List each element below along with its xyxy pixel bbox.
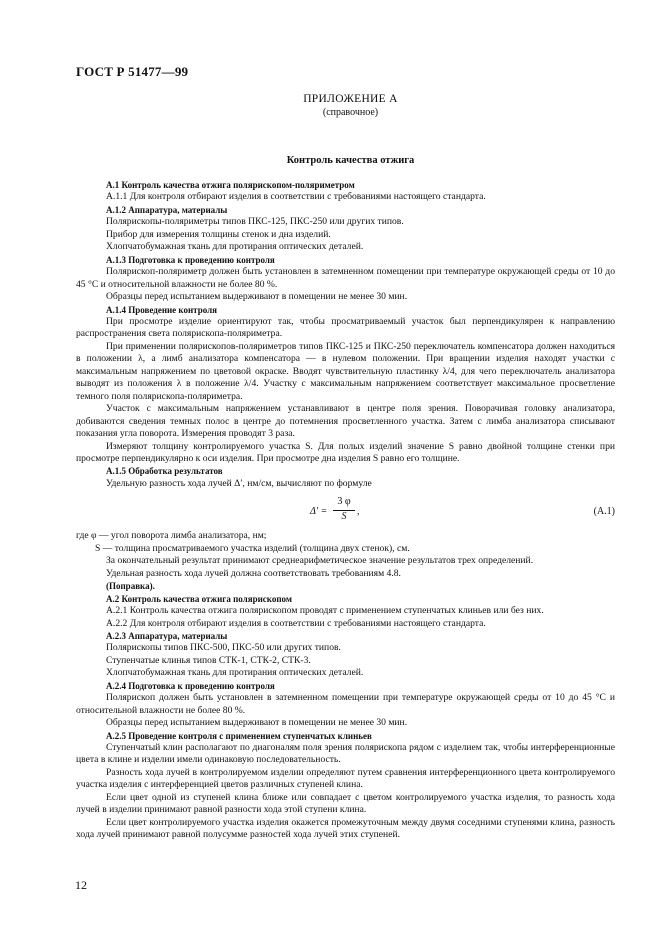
formula-fraction — [333, 496, 355, 523]
paragraph: Полярископ должен быть установлен в затемненном помещении при температуре окружающей среды от 10 до 45 °С и относительной влажности не более 80 %. — [76, 692, 615, 716]
paragraph: Удельная разность хода лучей должна соответствовать требованиям 4.8. — [106, 567, 401, 579]
formula-lhs: Δ′ = — [310, 506, 328, 518]
formula-a1 — [76, 494, 615, 530]
section-heading: А.2 Контроль качества отжига полярископом — [106, 593, 292, 604]
paragraph: Разность хода лучей в контролируемом изделии определяют путем сравнения интерференционного цвета контролируемого участка изделия с интерференцией цветов различных ступеней клина. — [76, 766, 615, 791]
section-heading: А.2.4 Подготовка к проведению контроля — [106, 680, 275, 691]
formula-number: (А.1) — [593, 506, 615, 518]
appendix-kind: (справочное) — [322, 107, 379, 118]
paragraph-block-1 — [76, 179, 615, 490]
paragraph: Полярископ-поляриметр должен быть установлен в затемненном помещении при температуре окружающей среды от 10 до 45 °С и относительной влажности не более 80 %. — [76, 266, 615, 290]
paragraph: А.2.2 Для контроля отбирают изделия в соответствии с требованиями настоящего стандарта. — [106, 617, 486, 629]
formula-denominator: S — [341, 510, 347, 522]
paragraph: Полярископы типов ПКС-500, ПКС-50 или других типов. — [106, 642, 341, 654]
paragraph: S — толщина просматриваемого участка изделий (толщина двух стенок), см. — [95, 542, 410, 554]
paragraph: Если цвет контролируемого участка изделия окажется промежуточным между двумя соседними ступенями клина, разность хода лучей принимают равной полусумме разностей хода лучей этих ступеней. — [76, 816, 615, 841]
paragraph: Хлопчатобумажная ткань для протирания оптических деталей. — [106, 667, 364, 679]
section-heading: А.2.5 Проведение контроля с применением ступенчатых клиньев — [106, 730, 372, 741]
paragraph: Участок с максимальным напряжением устанавливают в центре поля зрения. Поворачивая головку анализатора, добиваются сведения темных полос в центре до потемнения просветленного участка. Затем с лимба анализатора списывают показания угла поворота. Измерения проводят 3 раза. — [76, 403, 615, 440]
appendix-label: ПРИЛОЖЕНИЕ А — [303, 93, 398, 105]
paragraph: Если цвет одной из ступеней клина ближе или совпадает с цветом контролируемого участка изделия, то разность хода лучей в изделии принимают равной разности хода этой ступени клина. — [76, 791, 615, 816]
document-id-header: ГОСТ Р 51477—99 — [76, 64, 189, 79]
paragraph: Прибор для измерения толщины стенок и дна изделий. — [106, 228, 331, 240]
section-heading: А.1.5 Обработка результатов — [106, 466, 223, 477]
section-heading: А.1.2 Аппаратура, материалы — [106, 204, 228, 215]
paragraph: Образцы перед испытанием выдерживают в помещении не менее 30 мин. — [106, 717, 408, 729]
paragraph-block-2 — [76, 530, 615, 841]
paragraph: Ступенчатые клинья типов СТК-1, СТК-2, СТК-3. — [106, 654, 311, 666]
paragraph: При просмотре изделие ориентируют так, чтобы просматриваемый участок был перпендикулярен к направлению распространения света полярископа-поляриметра. — [76, 315, 615, 340]
paragraph: За окончательный результат принимают среднеарифметическое значение результатов трех определений. — [106, 555, 534, 567]
page-number: 12 — [75, 878, 87, 892]
paragraph: При применении полярископов-поляриметров типов ПКС-125 и ПКС-250 переключатель компенсатора должен находиться в положении λ, а лимб анализатора компенсатора — в нулевом положении. При вращении изделия находят участки с максимальным напряжением по цветовой окраске. Вводят чувствительную пластинку λ/4, для чего переключатель анализатора выводят из положения λ в положение λ/4. Участку с максимальным напряжением соответствует максимальное просветление темного поля полярископа-поляриметра. — [76, 340, 615, 402]
paragraph: Хлопчатобумажная ткань для протирания оптических деталей. — [106, 241, 364, 253]
section-heading: (Поправка). — [106, 581, 155, 592]
paragraph: Удельную разность хода лучей Δ′, нм/см, вычисляют по формуле — [106, 477, 372, 489]
paragraph: Ступенчатый клин располагают по диагоналям поля зрения полярископа рядом с изделием так, чтобы интерференционные цвета в клине и изделии имели одинаковую последовательность. — [76, 742, 615, 766]
section-heading: А.2.3 Аппаратура, материалы — [106, 630, 228, 641]
paragraph: А.1.1 Для контроля отбирают изделия в соответствии с требованиями настоящего стандарта. — [106, 191, 486, 203]
formula-tail: , — [357, 506, 360, 518]
paragraph: где φ — угол поворота лимба анализатора, нм; — [76, 530, 267, 542]
paragraph: Образцы перед испытанием выдерживают в помещении не менее 30 мин. — [106, 291, 408, 303]
section-title: Контроль качества отжига — [286, 155, 415, 166]
paragraph: Измеряют толщину контролируемого участка S. Для полых изделий значение S равно двойной толщине стенки при просмотре перпендикулярно к оси изделия. При просмотре дна изделия S равно его толщине. — [76, 440, 615, 464]
section-heading: А.1.3 Подготовка к проведению контроля — [106, 254, 275, 265]
section-heading: А.1.4 Проведение контроля — [106, 304, 218, 315]
paragraph: Полярископы-поляриметры типов ПКС-125, ПКС-250 или других типов. — [106, 216, 404, 228]
section-heading: А.1 Контроль качества отжига полярископом-поляриметром — [106, 180, 355, 190]
paragraph: А.2.1 Контроль качества отжига полярископом проводят с применением ступенчатых клиньев или без них. — [106, 605, 544, 617]
body-text — [76, 179, 615, 842]
formula-numerator: 3 φ — [333, 496, 355, 510]
